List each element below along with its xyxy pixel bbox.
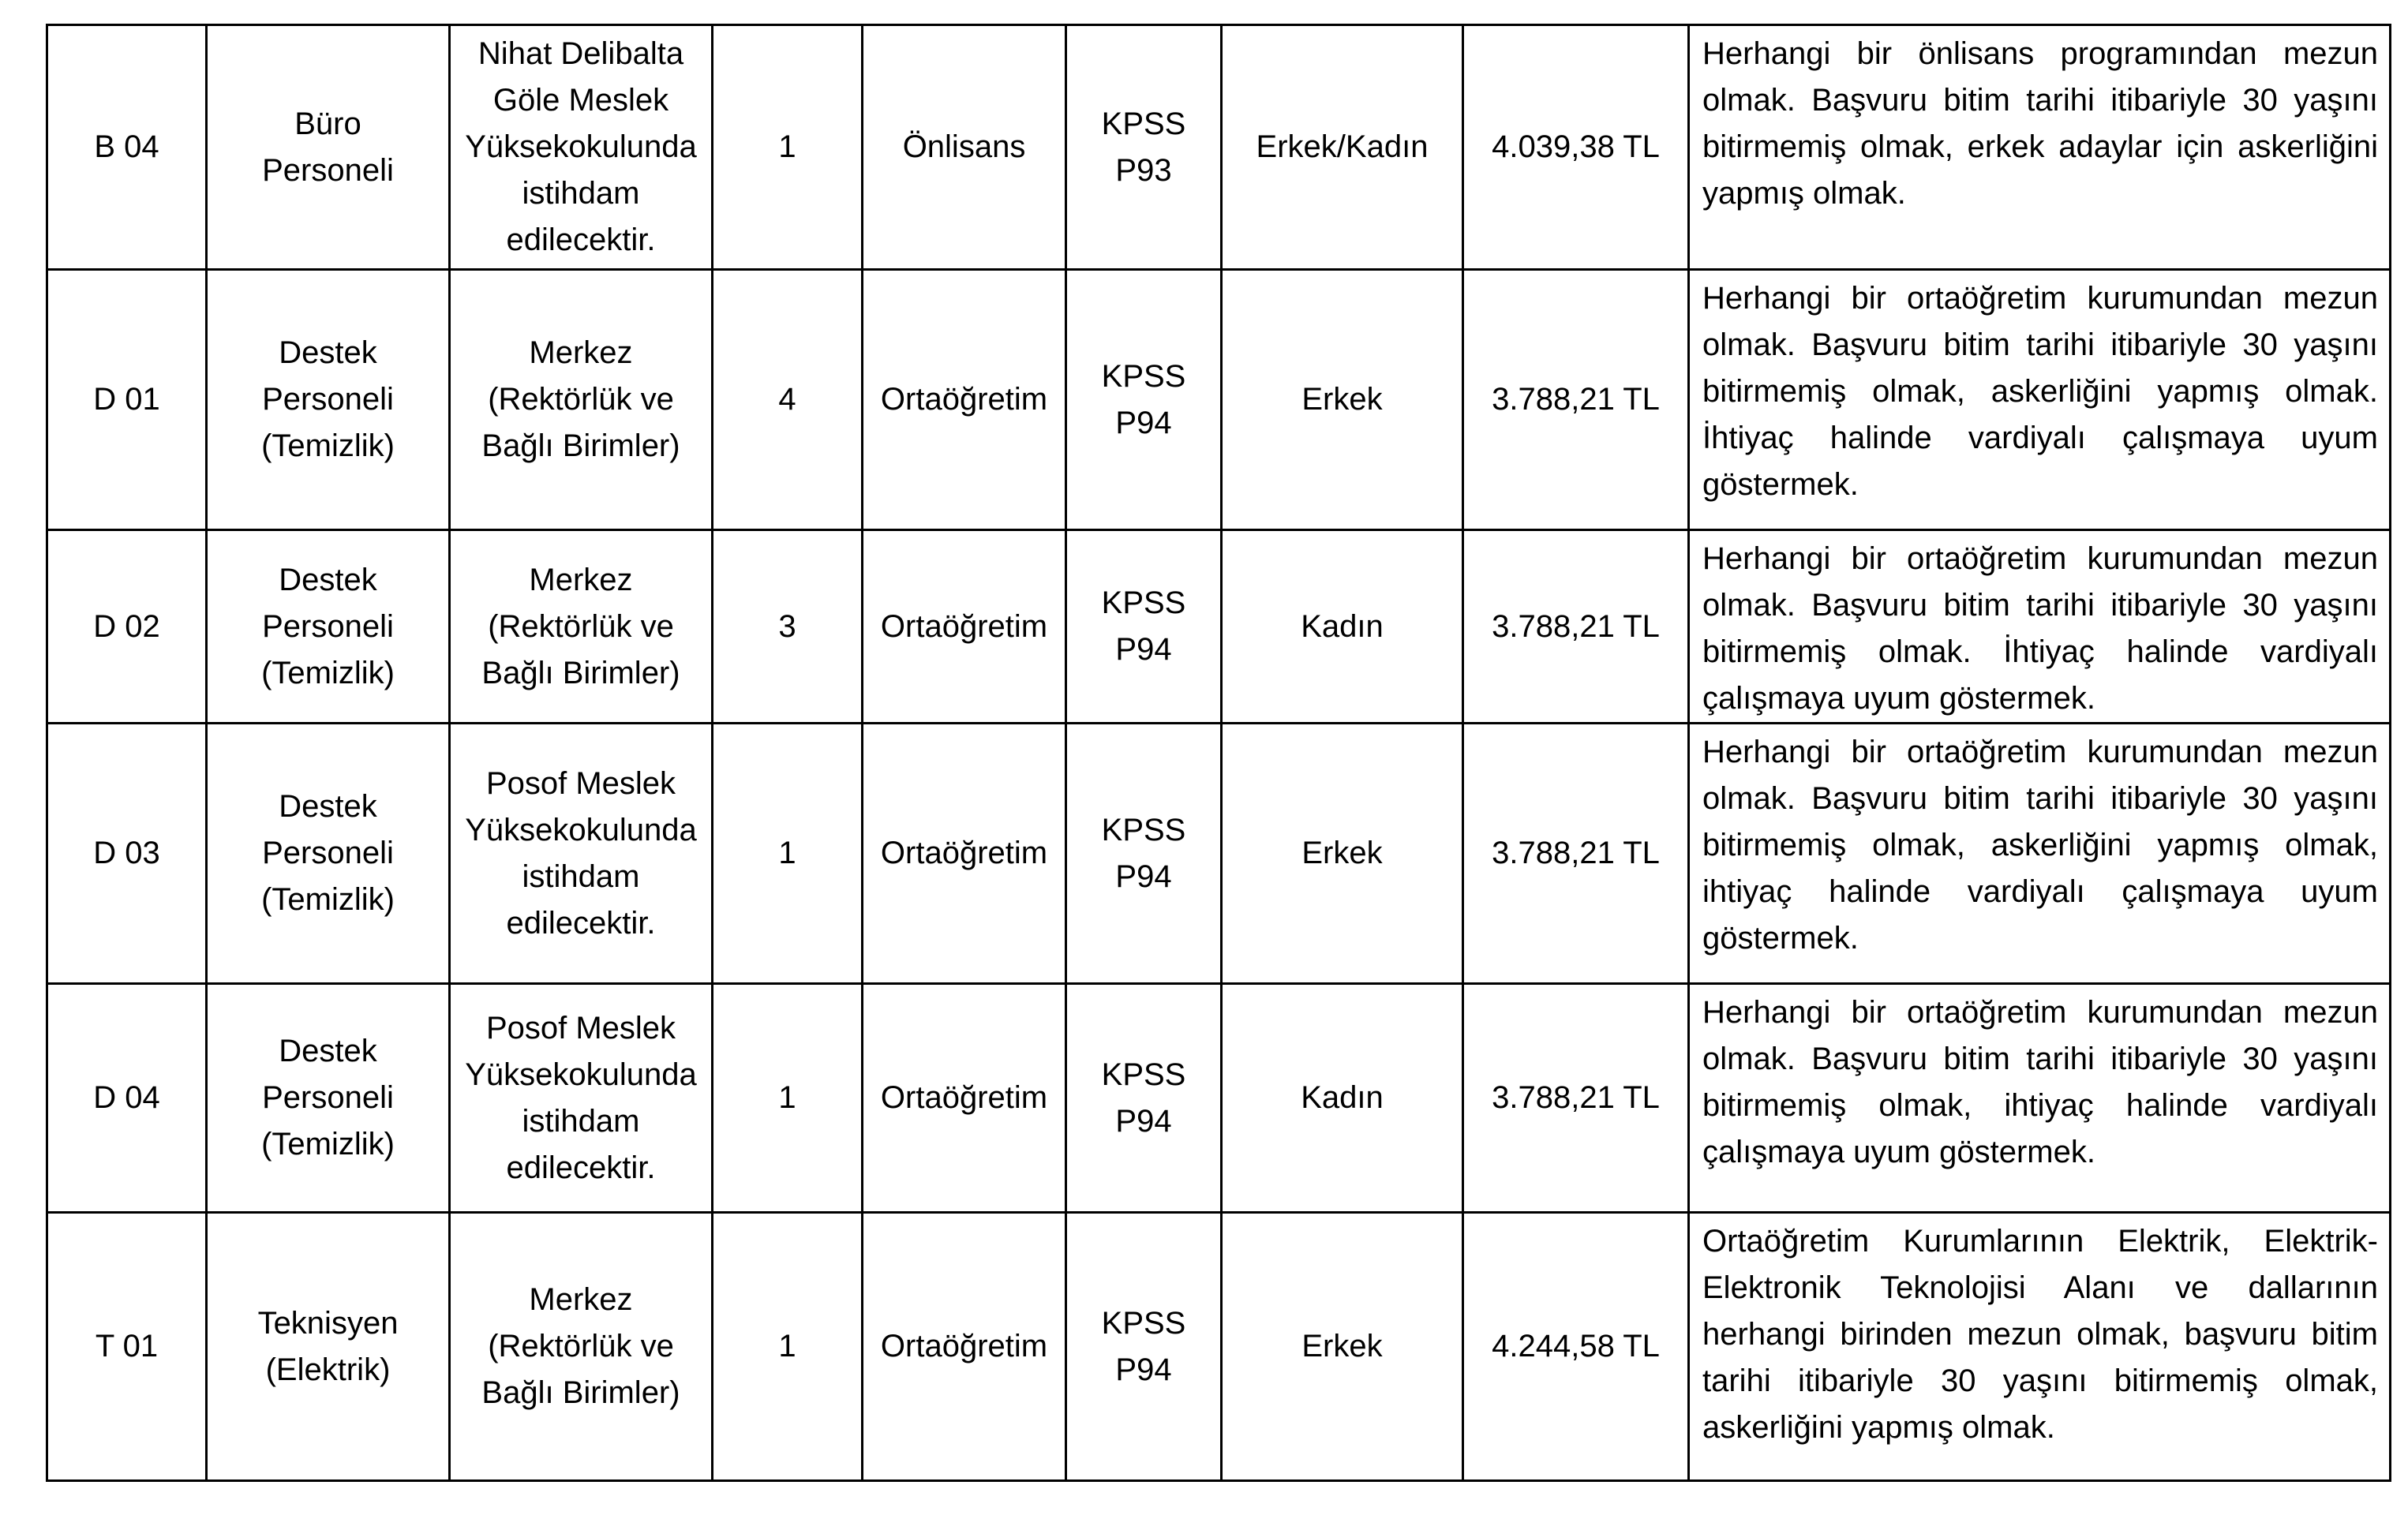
position-unit-text: Nihat Delibalta Göle Meslek Yüksekokulunda istihdam edilecektir. bbox=[465, 36, 697, 257]
position-code-text: T 01 bbox=[95, 1329, 159, 1364]
requirements bbox=[1689, 270, 2391, 530]
position-code bbox=[47, 724, 207, 984]
salary-text: 3.788,21 TL bbox=[1492, 1080, 1660, 1115]
position-title bbox=[207, 530, 450, 724]
position-code bbox=[47, 530, 207, 724]
gender-text: Erkek bbox=[1301, 1329, 1383, 1364]
requirements-text: Herhangi bir ortaöğretim kurumundan mezun olmak. Başvuru bitim tarihi itibariyle 30 yaşını bitirmemiş olmak. İhtiyaç halinde vardiyalı çalışmaya uyum göstermek. bbox=[1702, 541, 2378, 716]
education-level bbox=[863, 270, 1066, 530]
position-unit bbox=[450, 270, 713, 530]
position-title bbox=[207, 724, 450, 984]
kpss-score-type bbox=[1066, 724, 1222, 984]
position-unit bbox=[450, 25, 713, 270]
position-unit bbox=[450, 984, 713, 1213]
salary bbox=[1463, 270, 1689, 530]
position-count bbox=[713, 724, 863, 984]
position-unit-text: Merkez (Rektörlük ve Bağlı Birimler) bbox=[481, 335, 680, 463]
position-count bbox=[713, 270, 863, 530]
position-title bbox=[207, 270, 450, 530]
position-code-text: D 04 bbox=[93, 1080, 160, 1115]
salary-text: 3.788,21 TL bbox=[1492, 608, 1660, 644]
salary-text: 3.788,21 TL bbox=[1492, 382, 1660, 417]
position-title-text: Destek Personeli (Temizlik) bbox=[261, 1034, 395, 1162]
requirements-text: Herhangi bir ortaöğretim kurumundan mezun olmak. Başvuru bitim tarihi itibariyle 30 yaşını bitirmemiş olmak, askerliğini yapmış olmak, ihtiyaç halinde vardiyalı çalışmaya uyum göstermek. bbox=[1702, 735, 2378, 956]
requirements-text: Herhangi bir önlisans programından mezun olmak. Başvuru bitim tarihi itibariyle 30 yaşını bitirmemiş olmak, erkek adaylar için askerliğini yapmış olmak. bbox=[1702, 36, 2378, 211]
kpss-score-type-text: KPSS P93 bbox=[1101, 106, 1186, 188]
position-unit-text: Merkez (Rektörlük ve Bağlı Birimler) bbox=[481, 1282, 680, 1410]
position-unit-text: Posof Meslek Yüksekokulunda istihdam edilecektir. bbox=[465, 1010, 697, 1185]
positions-table bbox=[46, 24, 2391, 1482]
position-unit bbox=[450, 530, 713, 724]
education-level bbox=[863, 25, 1066, 270]
position-title bbox=[207, 25, 450, 270]
requirements-text: Ortaöğretim Kurumlarının Elektrik, Elektrik-Elektronik Teknolojisi Alanı ve dallarının herhangi birinden mezun olmak, başvuru bitim tarihi itibariyle 30 yaşını bitirmemiş olmak, askerliğini yapmış olmak. bbox=[1702, 1224, 2378, 1445]
education-level bbox=[863, 724, 1066, 984]
position-title-text: Destek Personeli (Temizlik) bbox=[261, 789, 395, 917]
salary-text: 4.244,58 TL bbox=[1492, 1329, 1660, 1364]
requirements bbox=[1689, 1213, 2391, 1481]
education-level-text: Ortaöğretim bbox=[880, 382, 1048, 417]
position-count-text: 1 bbox=[778, 836, 796, 870]
position-unit-text: Posof Meslek Yüksekokulunda istihdam edilecektir. bbox=[465, 765, 697, 941]
position-count bbox=[713, 984, 863, 1213]
table-row bbox=[47, 724, 2391, 984]
requirements-text: Herhangi bir ortaöğretim kurumundan mezun olmak. Başvuru bitim tarihi itibariyle 30 yaşını bitirmemiş olmak, askerliğini yapmış olmak. İhtiyaç halinde vardiyalı çalışmaya uyum göstermek. bbox=[1702, 281, 2378, 502]
salary bbox=[1463, 724, 1689, 984]
position-count-text: 1 bbox=[778, 129, 796, 164]
position-count bbox=[713, 25, 863, 270]
gender bbox=[1222, 1213, 1463, 1481]
position-count-text: 3 bbox=[778, 608, 796, 644]
kpss-score-type bbox=[1066, 270, 1222, 530]
kpss-score-type bbox=[1066, 984, 1222, 1213]
table-row bbox=[47, 1213, 2391, 1481]
gender bbox=[1222, 25, 1463, 270]
position-title bbox=[207, 1213, 450, 1481]
position-title-text: Büro Personeli bbox=[262, 106, 394, 188]
gender-text: Erkek bbox=[1301, 836, 1383, 870]
salary-text: 3.788,21 TL bbox=[1492, 836, 1660, 870]
position-code bbox=[47, 1213, 207, 1481]
gender-text: Erkek/Kadın bbox=[1256, 129, 1429, 164]
gender bbox=[1222, 270, 1463, 530]
position-unit-text: Merkez (Rektörlük ve Bağlı Birimler) bbox=[481, 562, 680, 690]
requirements-text: Herhangi bir ortaöğretim kurumundan mezun olmak. Başvuru bitim tarihi itibariyle 30 yaşını bitirmemiş olmak, ihtiyaç halinde vardiyalı çalışmaya uyum göstermek. bbox=[1702, 995, 2378, 1169]
position-code-text: B 04 bbox=[94, 129, 159, 164]
table-row bbox=[47, 984, 2391, 1213]
kpss-score-type bbox=[1066, 25, 1222, 270]
salary bbox=[1463, 25, 1689, 270]
education-level-text: Ortaöğretim bbox=[880, 608, 1048, 644]
kpss-score-type bbox=[1066, 1213, 1222, 1481]
position-title-text: Teknisyen (Elektrik) bbox=[257, 1305, 399, 1387]
position-unit bbox=[450, 724, 713, 984]
requirements bbox=[1689, 984, 2391, 1213]
requirements bbox=[1689, 724, 2391, 984]
position-code bbox=[47, 25, 207, 270]
gender-text: Erkek bbox=[1301, 382, 1383, 417]
position-count-text: 1 bbox=[778, 1329, 796, 1364]
table-row bbox=[47, 530, 2391, 724]
salary bbox=[1463, 984, 1689, 1213]
gender bbox=[1222, 724, 1463, 984]
education-level-text: Ortaöğretim bbox=[880, 836, 1048, 870]
gender-text: Kadın bbox=[1301, 1080, 1384, 1115]
education-level-text: Ortaöğretim bbox=[880, 1080, 1048, 1115]
education-level bbox=[863, 984, 1066, 1213]
table-row bbox=[47, 25, 2391, 270]
kpss-score-type-text: KPSS P94 bbox=[1101, 358, 1186, 440]
salary bbox=[1463, 1213, 1689, 1481]
position-count-text: 1 bbox=[778, 1080, 796, 1115]
position-title bbox=[207, 984, 450, 1213]
kpss-score-type bbox=[1066, 530, 1222, 724]
salary bbox=[1463, 530, 1689, 724]
position-count-text: 4 bbox=[778, 382, 796, 417]
position-title-text: Destek Personeli (Temizlik) bbox=[261, 335, 395, 463]
position-code-text: D 02 bbox=[93, 608, 160, 644]
kpss-score-type-text: KPSS P94 bbox=[1101, 1305, 1186, 1387]
education-level-text: Önlisans bbox=[902, 129, 1026, 164]
kpss-score-type-text: KPSS P94 bbox=[1101, 812, 1186, 894]
position-code-text: D 03 bbox=[93, 836, 160, 870]
salary-text: 4.039,38 TL bbox=[1492, 129, 1660, 164]
position-code-text: D 01 bbox=[93, 382, 160, 417]
position-count bbox=[713, 530, 863, 724]
position-code bbox=[47, 984, 207, 1213]
requirements bbox=[1689, 25, 2391, 270]
position-title-text: Destek Personeli (Temizlik) bbox=[261, 562, 395, 690]
gender bbox=[1222, 984, 1463, 1213]
kpss-score-type-text: KPSS P94 bbox=[1101, 1057, 1186, 1139]
education-level-text: Ortaöğretim bbox=[880, 1329, 1048, 1364]
requirements bbox=[1689, 530, 2391, 724]
gender-text: Kadın bbox=[1301, 608, 1384, 644]
position-unit bbox=[450, 1213, 713, 1481]
position-count bbox=[713, 1213, 863, 1481]
kpss-score-type-text: KPSS P94 bbox=[1101, 585, 1186, 667]
position-code bbox=[47, 270, 207, 530]
table-row bbox=[47, 270, 2391, 530]
gender bbox=[1222, 530, 1463, 724]
education-level bbox=[863, 530, 1066, 724]
education-level bbox=[863, 1213, 1066, 1481]
